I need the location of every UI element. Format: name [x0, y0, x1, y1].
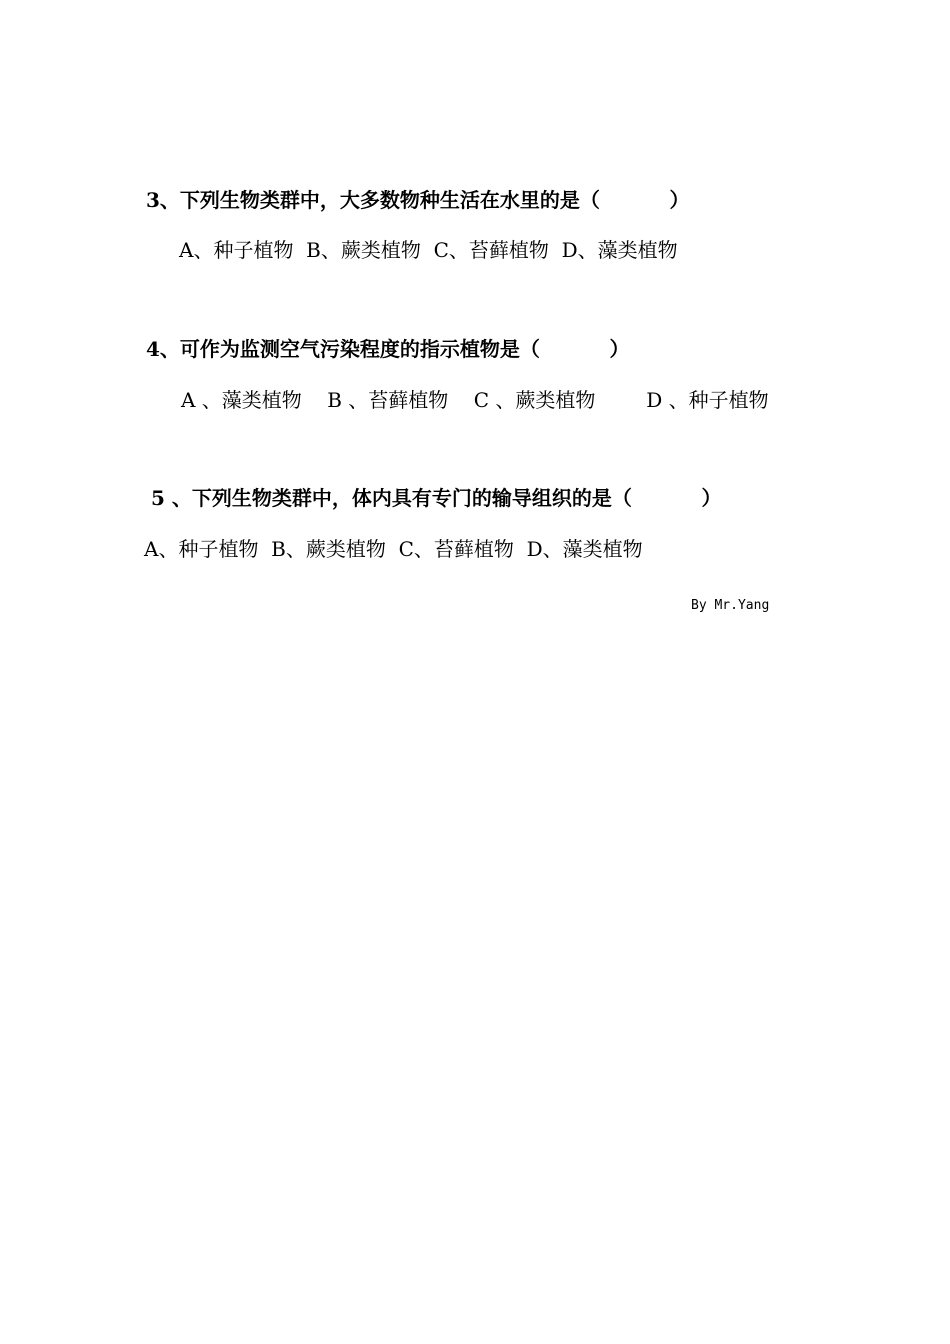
author-signature: By Mr.Yang [691, 598, 770, 613]
question-4-prompt: 4、可作为监测空气污染程度的指示植物是（ ） [146, 337, 630, 361]
question-4-options: A 、藻类植物 B 、苔藓植物 C 、蕨类植物 D 、种子植物 [181, 388, 769, 412]
question-3-prompt: 3、下列生物类群中，大多数物种生活在水里的是（ ） [146, 188, 690, 212]
question-5-prompt: 5 、下列生物类群中，体内具有专门的输导组织的是（ ） [144, 486, 722, 510]
question-5-options: A、种子植物 B、蕨类植物 C、苔藓植物 D、藻类植物 [144, 537, 643, 561]
question-3-options: A、种子植物 B、蕨类植物 C、苔藓植物 D、藻类植物 [179, 238, 678, 262]
